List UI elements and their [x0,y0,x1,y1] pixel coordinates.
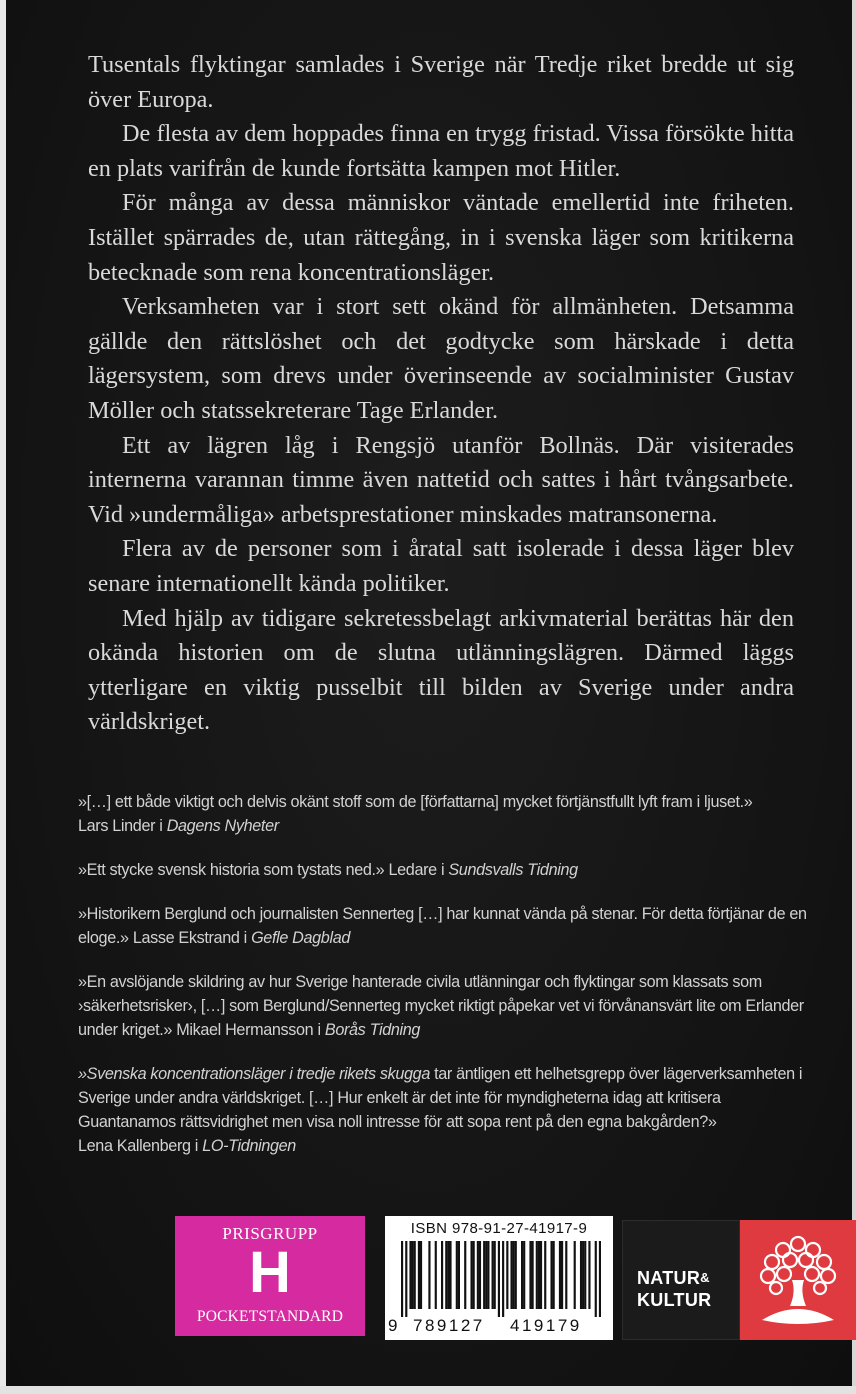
barcode-bar [494,1241,496,1309]
barcode-bar [428,1241,430,1309]
ean-first-digit: 9 [388,1316,400,1335]
barcode-bar [414,1241,416,1309]
barcode-bar [405,1241,407,1317]
barcode-bar [529,1241,531,1309]
quote-text: tar äntligen ett helhetsgrepp över lägerverksamheten i Sverige under andra världskriget. […] Hur enkelt är det inte för myndigheterna idag att kritisera Guantanamos rättsvidrighet men visa noll intresse för att sopa rent på den egna bakgården?» [78,1065,803,1131]
barcode-bar [595,1241,597,1317]
barcode-bar [473,1241,475,1309]
ean-left-group: 789127 [413,1316,485,1335]
barcode-bar [559,1241,561,1309]
quote-text: »[…] ett både viktigt och delvis okänt stoff som de [författarna] mycket förtjänstfullt lyft fram i ljuset.» [78,793,753,811]
blurb-paragraph: Tusentals flyktingar samlades i Sverige när Tredje riket bredde ut sig över Europa. [88,51,794,113]
barcode-bar [447,1241,449,1309]
price-group-letter: H [249,1240,291,1305]
reviewer-name: Lena Kallenberg i [78,1137,199,1155]
barcode-bar [515,1241,517,1309]
publisher-name [637,1267,711,1311]
barcode-bar [584,1241,586,1309]
barcode-bar [532,1241,534,1309]
publisher-name-line1: NATUR [637,1268,701,1288]
blurb-paragraph: Verksamheten var i stort sett okänd för allmänheten. Detsamma gällde den rättslöshet och det godtycke som härskade i detta lägersystem, som drevs under överinseende av socialminister Gustav Möller och statssekreterare Tage Erlander. [88,293,794,424]
blurb-paragraph: De flesta av dem hoppades finna en trygg fristad. Vissa försökte hitta en plats varifrån de kunde fortsätta kampen mot Hitler. [88,120,794,182]
review-quotes [78,790,808,1178]
page-edge-left [0,0,6,1394]
barcode-bar [536,1241,538,1309]
publication-name: Sundsvalls Tidning [448,861,578,879]
barcode-bar [538,1241,540,1309]
barcode-bar [401,1241,403,1317]
barcode-bar [502,1241,504,1317]
barcode-panel [385,1216,613,1340]
barcode-bar [550,1241,552,1309]
barcode-bar [588,1241,590,1309]
publisher-name-line2: KULTUR [637,1290,712,1310]
barcode-bar [412,1241,414,1309]
barcode-bar [523,1241,525,1309]
review-quote [78,970,808,1042]
reviewer-name: Lars Linder i [78,817,163,835]
ean-right-group: 419179 [510,1316,582,1335]
barcode-bar [599,1241,601,1317]
price-group-format: POCKETSTANDARD [196,1308,344,1325]
publisher-tree-panel [740,1220,856,1340]
barcode-bar [435,1241,437,1309]
price-group-label: PRISGRUPP [222,1224,318,1243]
ean-barcode [401,1241,601,1317]
publisher-ampersand: & [700,1270,710,1285]
barcode-bar [479,1241,481,1309]
barcode-bar [580,1241,582,1309]
barcode-bar [553,1241,555,1309]
publisher-logo [622,1220,856,1340]
review-quote [78,902,808,950]
review-quote [78,790,808,838]
blurb-paragraph: Ett av lägren låg i Rengsjö utanför Bollnäs. Där visiterades internerna varannan timme även nattetid och sattes i hårt tvångsarbete. Vid »undermåliga» arbetsprestationer minskades matransonerna. [88,431,794,528]
publication-name: Borås Tidning [324,1021,421,1039]
barcode-bar [458,1241,460,1309]
barcode-bar [449,1241,451,1309]
publication-name: Gefle Dagblad [251,929,351,947]
barcode-bar [492,1241,494,1309]
publication-name: LO-Tidningen [202,1137,296,1155]
barcode-bar [513,1241,515,1309]
book-title: »Svenska koncentrationsläger i tredje rikets skugga [78,1065,430,1083]
barcode-bar [544,1241,546,1309]
review-quote [78,1062,808,1158]
barcode-bar [456,1241,458,1309]
barcode-bar [464,1241,466,1309]
barcode-bar [487,1241,489,1309]
barcode-bar [445,1241,447,1309]
blurb-paragraph: För många av dessa människor väntade emellertid inte friheten. Istället spärrades de, utan rättegång, in i svenska läger som kritikerna betecknade som rena koncentrationsläger. [88,189,794,286]
barcode-bar [483,1241,485,1309]
quote-source [78,814,808,838]
quote-source [78,1134,808,1158]
barcode-bar [582,1241,584,1309]
barcode-bar [574,1241,576,1309]
barcode-bar [510,1241,512,1309]
blurb-text [88,48,794,740]
quote-text: »Historikern Berglund och journalisten Sennerteg […] har kunnat vända på stenar. För detta förtjänar de en eloge.» [78,905,807,947]
barcode-bar [561,1241,563,1309]
barcode-bar [485,1241,487,1309]
page-edge-bottom [0,1386,856,1394]
barcode-bar [418,1241,420,1309]
review-quote [78,858,808,882]
barcode-bar [498,1241,500,1317]
isbn-label: ISBN 978-91-27-41917-9 [410,1220,588,1237]
barcode-bar [477,1241,479,1309]
quote-text: »En avslöjande skildring av hur Sverige hanterade civila utlänningar och flyktingar som klassats som ›säkerhetsrisker›, […] som Berglund/Sennerteg mycket riktigt påpekar vet vi förvånansvärt lite om Erlander under kriget.» [78,973,804,1039]
barcode-bar [470,1241,472,1309]
reviewer-name: Mikael Hermansson i [176,1021,321,1039]
blurb-paragraph: Med hjälp av tidigare sekretessbelagt arkivmaterial berättas här den okända historien om de slutna utlänningslägren. Därmed läggs ytterligare en viktig pusselbit till bilden av Sverige under andra världskriget. [88,604,794,736]
reviewer-name: Ledare i [388,861,445,879]
reviewer-name: Lasse Ekstrand i [132,929,247,947]
quote-text: »Ett stycke svensk historia som tystats ned.» [78,861,385,879]
barcode-bar [521,1241,523,1309]
ean-digits [385,1316,613,1338]
barcode-bar [441,1241,443,1309]
price-group-badge [175,1216,365,1336]
tree-icon [740,1220,856,1340]
blurb-paragraph: Flera av de personer som i åratal satt isolerade i dessa läger blev senare internationellt kända politiker. [88,535,794,597]
barcode-bar [409,1241,411,1309]
barcode-bar [540,1241,542,1309]
barcode-bar [565,1241,567,1309]
barcode-bar [420,1241,422,1309]
barcode-bar [506,1241,508,1309]
publication-name: Dagens Nyheter [166,817,279,835]
publisher-name-panel [622,1220,740,1340]
page-edge-right [852,0,856,1394]
